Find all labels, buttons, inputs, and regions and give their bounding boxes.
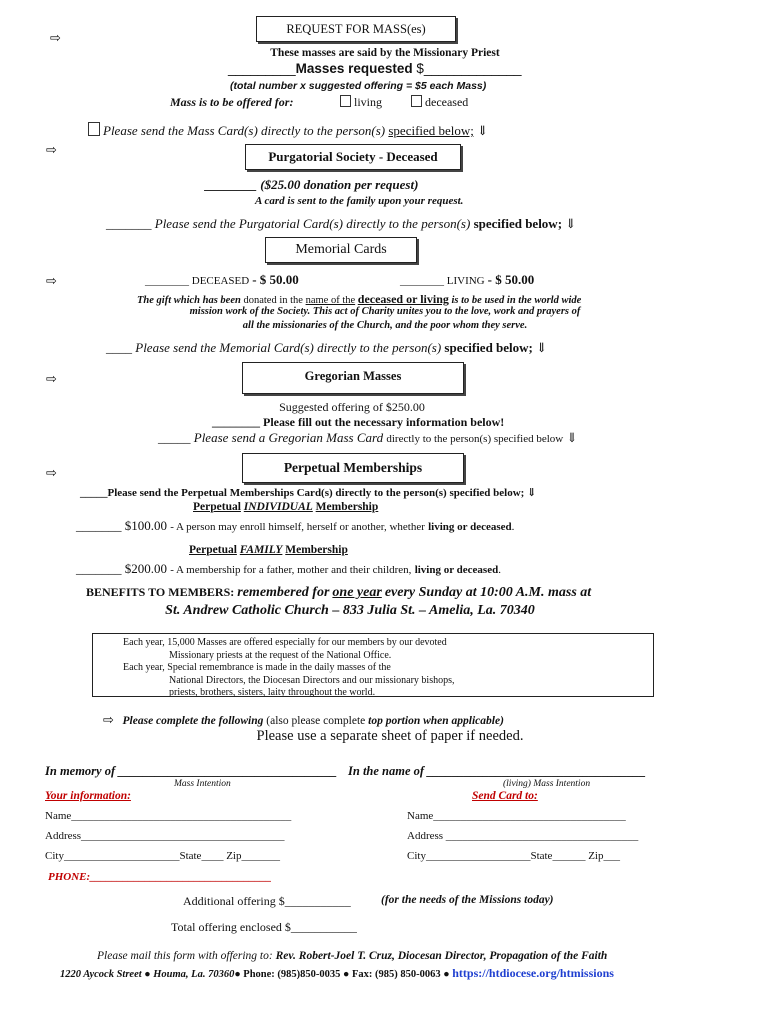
family-heading — [189, 544, 348, 556]
gift-text: name of the — [305, 295, 356, 306]
benefits-line — [86, 585, 591, 601]
arrow-icon: ⇨ — [103, 713, 114, 728]
family-price: _______ $200.00 — [76, 561, 167, 576]
gift-line-1 — [137, 292, 581, 307]
living-price: - $ 50.00 — [487, 272, 535, 287]
offered-for-label: Mass is to be offered for: — [170, 95, 294, 109]
subtitle: These masses are said by the Missionary Priest — [270, 47, 500, 59]
complete-text: (also please complete — [266, 715, 366, 727]
address-field-left[interactable]: Address_____________________________________ — [45, 830, 285, 842]
individual-desc: - A person may enroll himself, herself or another, whether — [170, 521, 425, 533]
gregorian-fill-out[interactable]: ________ Please fill out the necessary information below! — [212, 415, 505, 429]
benefit-line: priests, brothers, sisters, laity throughout the world. — [169, 687, 376, 697]
gift-line-2: mission work of the Society. This act of Charity unites you to the love, work and prayers of — [189, 306, 581, 317]
mail-to-line — [97, 950, 607, 962]
checkbox-icon — [411, 95, 422, 107]
down-arrow-icon: ⇓ — [565, 216, 577, 231]
memorial-living-option[interactable] — [400, 272, 534, 288]
gregorian-suggested: Suggested offering of $250.00 — [279, 400, 425, 414]
benefits-text: one year — [332, 585, 382, 600]
send-mass-card-text: Please send the Mass Card(s) directly to the person(s) — [103, 123, 386, 138]
masses-requested-label: Masses requested — [295, 61, 413, 76]
city-field-right[interactable]: City___________________State______ Zip___ — [407, 850, 620, 862]
individual-price: _______ $100.00 — [76, 518, 167, 533]
gift-text: donated in the — [243, 295, 303, 306]
website-link[interactable]: https://htdiocese.org/htmissions — [452, 966, 614, 980]
benefits-text: remembered for — [237, 585, 330, 600]
arrow-icon: ⇨ — [46, 372, 57, 387]
memorial-deceased-option[interactable] — [145, 272, 299, 288]
benefit-line: Missionary priests at the request of the National Office. — [169, 649, 392, 661]
gift-text: The gift which has been — [137, 295, 241, 306]
dollar-blank: $_____________ — [416, 61, 522, 76]
footer-contact — [60, 966, 614, 981]
perpetual-send-text: _____Please send the Perpetual Memberships Card(s) directly to the person(s) specified below; — [80, 487, 525, 499]
individual-text: Perpetual — [193, 501, 241, 513]
offered-for-row — [170, 95, 293, 110]
arrow-icon: ⇨ — [50, 31, 61, 46]
footer-address: 1220 Aycock Street ● Houma, La. 70360 — [60, 969, 235, 980]
gregorian-title: Gregorian Masses — [304, 369, 402, 383]
memorial-title-box — [265, 237, 417, 263]
gift-text: is to be used in the world wide — [451, 295, 582, 306]
gift-text: deceased or living — [357, 292, 449, 306]
mass-intention-label: Mass Intention — [174, 779, 231, 789]
deceased-blank: ________ DECEASED — [145, 275, 250, 287]
separate-sheet-note: Please use a separate sheet of paper if needed. — [256, 728, 524, 744]
individual-desc-bold: living or deceased — [428, 521, 512, 533]
gregorian-send-line[interactable] — [158, 430, 577, 446]
complete-text: Please complete the following — [122, 715, 264, 727]
purgatorial-send-text: _______ Please send the Purgatorial Card(s) directly to the person(s) — [106, 216, 471, 231]
living-label: living — [354, 95, 383, 109]
benefits-label: BENEFITS TO MEMBERS: — [86, 585, 235, 599]
arrow-icon: ⇨ — [46, 274, 57, 289]
family-desc: - A membership for a father, mother and their children, — [170, 564, 412, 576]
additional-offering-note: (for the needs of the Missions today) — [381, 894, 554, 906]
specified-below: specified below; — [388, 123, 474, 138]
family-desc-bold: living or deceased — [414, 564, 499, 576]
gift-line-3: all the missionaries of the Church, and the poor whom they serve. — [242, 320, 528, 331]
send-mass-card-line[interactable] — [88, 122, 488, 139]
individual-heading — [193, 501, 378, 513]
church-address: St. Andrew Catholic Church – 833 Julia St. – Amelia, La. 70340 — [165, 603, 535, 618]
footer-phone: ● Phone: (985)850-0035 ● Fax: (985) 850-0063 ● — [234, 969, 450, 980]
individual-option[interactable]: _______ $100.00 - A person may enroll himself, herself or another, whether living or deceased. — [76, 518, 515, 533]
specified-below: specified below; — [473, 216, 563, 231]
benefits-box — [92, 633, 654, 697]
name-field-right[interactable]: Name___________________________________ — [407, 810, 626, 822]
gregorian-send-tail: directly to the person(s) specified below — [386, 433, 564, 445]
purgatorial-donation[interactable]: ________ ($25.00 donation per request) — [205, 177, 419, 192]
family-option[interactable]: _______ $200.00 - A membership for a father, mother and their children, living or deceased. — [76, 561, 501, 576]
complete-text: top portion when applicable) — [368, 715, 504, 727]
down-arrow-icon: ⇓ — [527, 487, 537, 499]
name-field-left[interactable]: Name________________________________________ — [45, 810, 292, 822]
deceased-checkbox[interactable] — [411, 95, 468, 110]
individual-text: Membership — [315, 501, 379, 513]
purgatorial-card-note: A card is sent to the family upon your request. — [255, 195, 464, 207]
benefit-line: National Directors, the Diocesan Directors and our missionary bishops, — [169, 674, 455, 686]
memorial-send-line[interactable] — [106, 340, 547, 356]
benefits-text: every Sunday at 10:00 A.M. mass at — [384, 585, 592, 600]
director-name: Rev. Robert-Joel T. Cruz, Diocesan Director, Propagation of the Faith — [275, 950, 608, 962]
down-arrow-icon: ⇓ — [477, 123, 489, 138]
checkbox-icon — [88, 122, 100, 136]
send-card-to-heading: Send Card to: — [472, 790, 538, 802]
purgatorial-title: Purgatorial Society - Deceased — [268, 149, 438, 164]
total-note: (total number x suggested offering = $5 each Mass) — [230, 80, 487, 92]
living-intention-label: (living) Mass Intention — [503, 779, 591, 789]
city-field-left[interactable]: City_____________________State____ Zip_______ — [45, 850, 280, 862]
benefit-line: Each year, Special remembrance is made in the daily masses of the — [123, 662, 391, 673]
arrow-icon: ⇨ — [46, 143, 57, 158]
family-text: FAMILY — [239, 544, 283, 556]
total-offering-field[interactable]: Total offering enclosed $___________ — [171, 920, 357, 934]
benefit-line: Each year, 15,000 Masses are offered especially for our members by our devoted — [123, 637, 447, 648]
gregorian-title-box — [242, 362, 464, 394]
in-memory-field[interactable]: In memory of ___________________________________ — [45, 764, 338, 778]
request-title-box — [256, 16, 456, 42]
complete-following — [103, 713, 504, 728]
checkbox-icon — [340, 95, 351, 107]
family-text: Membership — [285, 544, 348, 556]
gregorian-send-text: _____ Please send a Gregorian Mass Card — [158, 430, 384, 445]
living-blank: ________ LIVING — [400, 275, 485, 287]
perpetual-send-line[interactable] — [80, 486, 536, 499]
in-name-field[interactable]: In the name of ___________________________________ — [348, 764, 646, 778]
perpetual-title: Perpetual Memberships — [283, 460, 423, 475]
memorial-send-text: ____ Please send the Memorial Card(s) directly to the person(s) — [106, 340, 442, 355]
perpetual-title-box — [242, 453, 464, 483]
arrow-icon: ⇨ — [46, 466, 57, 481]
memorial-title: Memorial Cards — [295, 242, 387, 257]
down-arrow-icon: ⇓ — [566, 430, 578, 445]
page-title: REQUEST FOR MASS(es) — [286, 22, 426, 36]
masses-blank: _________ — [228, 61, 296, 76]
deceased-label: deceased — [425, 95, 469, 109]
additional-offering-field[interactable]: Additional offering $___________ — [183, 894, 351, 908]
purgatorial-title-box — [245, 144, 461, 170]
purgatorial-send-line[interactable] — [106, 216, 576, 232]
masses-requested-line[interactable] — [228, 61, 522, 76]
family-text: Perpetual — [189, 544, 237, 556]
deceased-price: - $ 50.00 — [252, 272, 299, 287]
your-info-heading: Your information: — [45, 790, 131, 802]
specified-below: specified below; — [444, 340, 533, 355]
down-arrow-icon: ⇓ — [536, 340, 548, 355]
individual-text: INDIVIDUAL — [243, 501, 313, 513]
mail-text: Please mail this form with offering to: — [97, 950, 273, 962]
address-field-right[interactable]: Address ___________________________________ — [407, 830, 639, 842]
phone-field[interactable]: PHONE:_________________________________ — [48, 871, 272, 883]
living-checkbox[interactable] — [340, 95, 382, 110]
